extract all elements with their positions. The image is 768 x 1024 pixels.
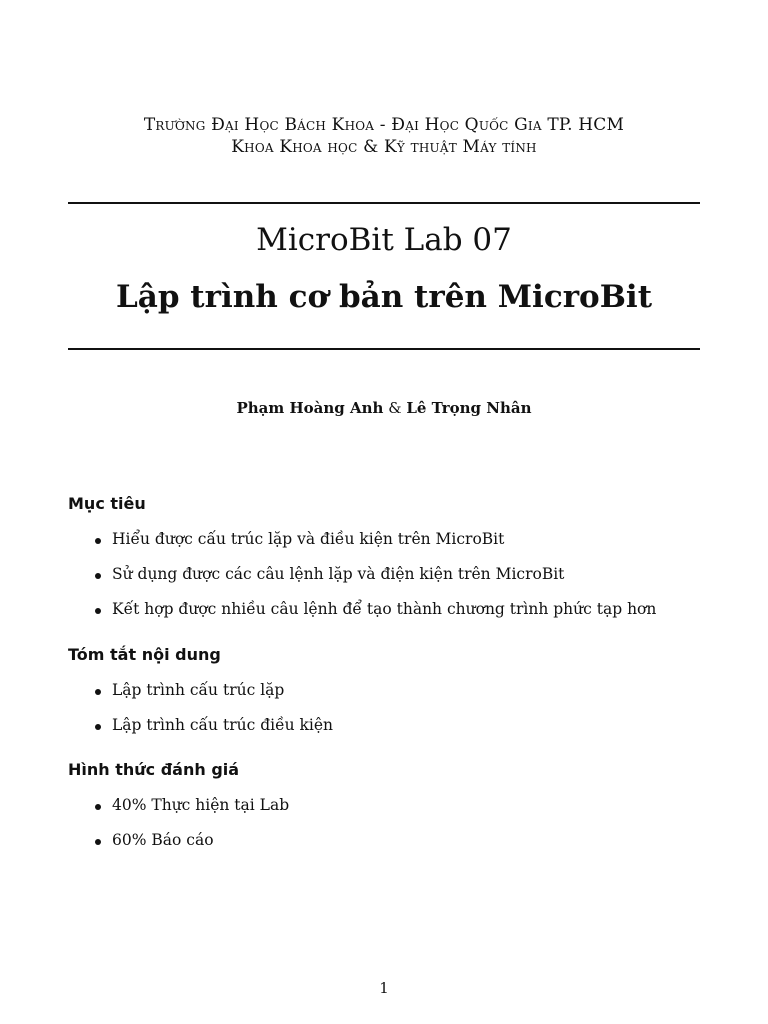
list-item <box>68 715 708 735</box>
author-name: Lê Trọng Nhân <box>406 399 532 417</box>
title-bottom-rule <box>68 348 700 350</box>
document-title: MicroBit Lab 07 <box>256 222 512 258</box>
authors-line <box>0 398 768 418</box>
list-item-text: 60% Báo cáo <box>112 831 214 849</box>
list-item-text: Kết hợp được nhiều câu lệnh để tạo thành chương trình phức tạp hơn <box>112 600 657 618</box>
bullet-list <box>68 795 708 850</box>
section-content-summary <box>68 645 708 735</box>
section-title: Tóm tắt nội dung <box>68 645 221 664</box>
bullet-icon <box>95 608 101 614</box>
title-top-rule <box>68 202 700 204</box>
list-item <box>68 830 708 850</box>
section-assessment <box>68 760 708 850</box>
bullet-list <box>68 529 708 619</box>
list-item-text: Lập trình cấu trúc lặp <box>112 681 285 699</box>
list-item-text: 40% Thực hiện tại Lab <box>112 796 290 814</box>
list-item <box>68 529 708 549</box>
bullet-icon <box>95 839 101 845</box>
bullet-icon <box>95 573 101 579</box>
list-item <box>68 599 708 619</box>
list-item <box>68 795 708 815</box>
university-name: Trường Đại Học Bách Khoa - Đại Học Quốc Gia TP. HCM <box>143 115 625 135</box>
section-title: Mục tiêu <box>68 494 146 513</box>
list-item-text: Hiểu được cấu trúc lặp và điều kiện trên MicroBit <box>112 530 505 548</box>
bullet-icon <box>95 804 101 810</box>
bullet-icon <box>95 538 101 544</box>
bullet-icon <box>95 724 101 730</box>
page-number: 1 <box>379 979 389 997</box>
bullet-icon <box>95 689 101 695</box>
bullet-list <box>68 680 708 735</box>
section-objectives <box>68 494 708 619</box>
section-title: Hình thức đánh giá <box>68 760 240 779</box>
document-subtitle: Lập trình cơ bản trên MicroBit <box>115 279 653 315</box>
list-item <box>68 680 708 700</box>
list-item-text: Sử dụng được các câu lệnh lặp và điện kiện trên MicroBit <box>112 565 565 583</box>
author-separator: & <box>388 399 402 417</box>
author-name: Phạm Hoàng Anh <box>236 399 384 417</box>
document-header <box>0 114 768 158</box>
faculty-name: Khoa Khoa học & Kỹ thuật Máy tính <box>231 137 537 157</box>
list-item-text: Lập trình cấu trúc điều kiện <box>112 716 334 734</box>
list-item <box>68 564 708 584</box>
